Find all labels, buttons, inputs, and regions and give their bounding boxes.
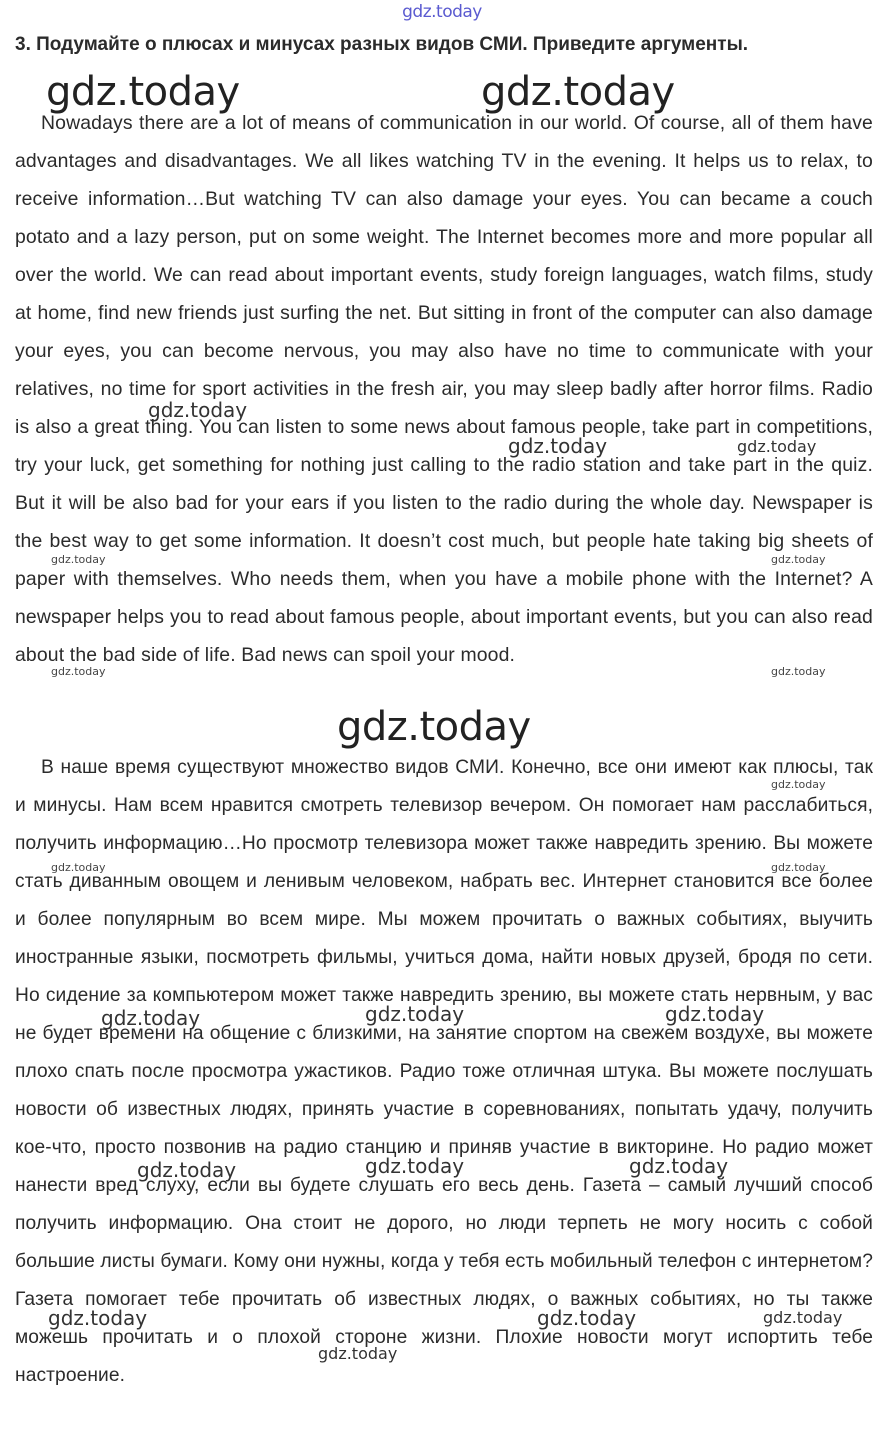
watermark-small: gdz.today bbox=[51, 553, 106, 566]
watermark-small: gdz.today bbox=[51, 861, 106, 874]
watermark-medium: gdz.today bbox=[148, 398, 248, 422]
english-paragraph: Nowadays there are a lot of means of communication in our world. Of course, all of them have advantages and disadvantages. We all likes watching TV in the evening. It helps us to relax, to receive information…But watching TV can also damage your eyes. You can became a couch potato and a lazy person, put on some weight. The Internet becomes more and more popular all over the world. We can read about important events, study foreign languages, watch films, study at home, find new friends just surfing the net. But sitting in front of the computer can also damage your eyes, you can become nervous, you may also have no time to communicate with your relatives, no time for sport activities in the fresh air, you may sleep badly after horror films. Radio is also a great thing. You can listen to some news about famous people, take part in competitions, try your luck, get something for nothing just calling to the radio station and take part in the quiz. But it will be also bad for your ears if you listen to the radio during the whole day. Newspaper is the best way to get some information. It doesn’t cost much, but people hate taking big sheets of paper with themselves. Who needs them, when you have a mobile phone with the Internet? A newspaper helps you to read about famous people, about important events, but you can also read about the bad side of life. Bad news can spoil your mood. bbox=[15, 112, 873, 666]
watermark-medium: gdz.today bbox=[318, 1344, 398, 1363]
watermark-large: gdz.today bbox=[337, 704, 531, 750]
watermark-small: gdz.today bbox=[51, 665, 106, 678]
watermark-large: gdz.today bbox=[481, 69, 675, 115]
watermark-small: gdz.today bbox=[771, 778, 826, 791]
watermark-small: gdz.today bbox=[771, 553, 826, 566]
watermark-medium: gdz.today bbox=[365, 1154, 465, 1178]
watermark-small: gdz.today bbox=[771, 861, 826, 874]
watermark-medium: gdz.today bbox=[365, 1002, 465, 1026]
watermark-medium: gdz.today bbox=[763, 1308, 843, 1327]
watermark-small: gdz.today bbox=[771, 665, 826, 678]
task-heading: 3. Подумайте о плюсах и минусах разных видов СМИ. Приведите аргументы. bbox=[15, 34, 749, 55]
watermark-large: gdz.today bbox=[46, 69, 240, 115]
watermark-medium: gdz.today bbox=[508, 434, 608, 458]
watermark-medium: gdz.today bbox=[665, 1002, 765, 1026]
watermark-medium: gdz.today bbox=[137, 1158, 237, 1182]
russian-paragraph: В наше время существуют множество видов СМИ. Конечно, все они имеют как плюсы, так и минусы. Нам всем нравится смотреть телевизор вечером. Он помогает нам расслабиться, получить информацию…Но просмотр телевизора может также навредить зрению. Вы можете стать диванным овощем и ленивым человеком, набрать вес. Интернет становится все более и более популярным во всем мире. Мы можем прочитать о важных событиях, выучить иностранные языки, посмотреть фильмы, учиться дома, найти новых друзей, бродя по сети. Но сидение за компьютером может также навредить зрению, вы можете стать нервным, у вас не будет времени на общение с близкими, на занятие спортом на свежем воздухе, вы можете плохо спать после просмотра ужастиков. Радио тоже отличная штука. Вы можете послушать новости об известных людях, принять участие в соревнованиях, попытать удачу, получить кое-что, просто позвонив на радио станцию и приняв участие в викторине. Но радио может нанести вред слуху, если вы будете слушать его весь день. Газета – самый лучший способ получить информацию. Она стоит не дорого, но люди терпеть не могу носить с собой большие листы бумаги. Кому они нужны, когда у тебя есть мобильный телефон с интернетом? Газета помогает тебе прочитать об известных людях, о важных событиях, но ты также можешь прочитать и о плохой стороне жизни. Плохие новости могут испортить тебе настроение. bbox=[15, 757, 873, 1386]
watermark-top: gdz.today bbox=[402, 2, 482, 22]
watermark-medium: gdz.today bbox=[537, 1306, 637, 1330]
watermark-medium: gdz.today bbox=[737, 437, 817, 456]
watermark-medium: gdz.today bbox=[101, 1006, 201, 1030]
watermark-medium: gdz.today bbox=[629, 1154, 729, 1178]
watermark-medium: gdz.today bbox=[48, 1306, 148, 1330]
